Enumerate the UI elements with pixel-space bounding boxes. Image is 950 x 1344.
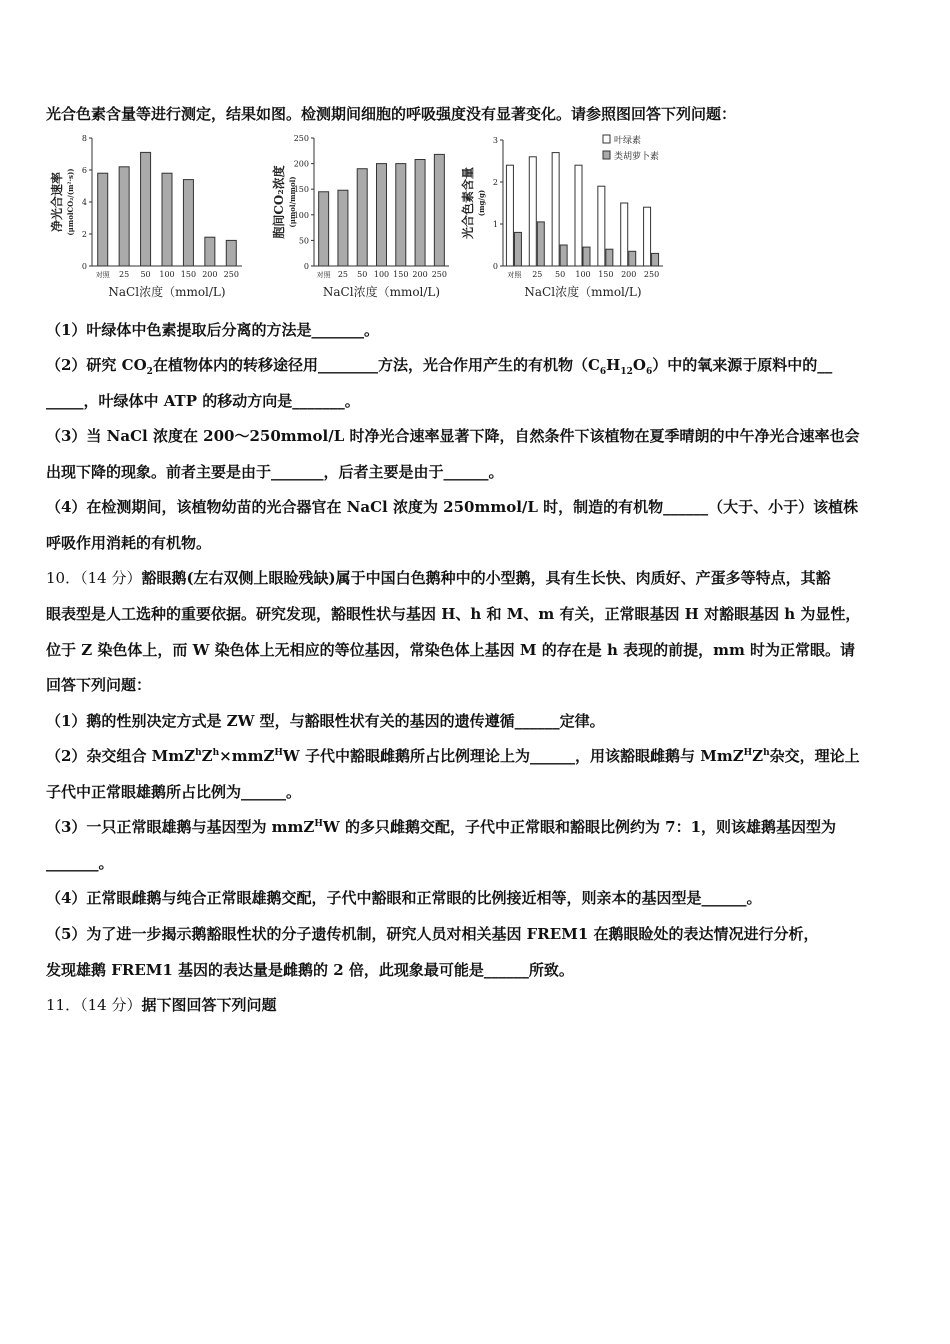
bar xyxy=(183,180,193,266)
x-axis-label: NaCl浓度（mmol/L) xyxy=(322,285,441,299)
bar xyxy=(560,245,567,266)
bar xyxy=(575,165,582,266)
chart-intercellular-co2 xyxy=(271,134,449,299)
q9-part4-line2: 呼吸作用消耗的有机物。 xyxy=(46,534,212,552)
y-tick-label: 1 xyxy=(492,220,498,229)
q10-part5-line2: 发现雄鹅 FREM1 基因的表达量是雌鹅的 2 倍，此现象最可能是______所致。 xyxy=(46,961,574,979)
bar xyxy=(141,152,151,266)
x-tick-label: 200 xyxy=(412,270,428,279)
x-tick-label: 100 xyxy=(373,270,390,279)
x-tick-label: 对照 xyxy=(95,271,110,279)
x-tick-label: 50 xyxy=(555,270,566,279)
q10-part3-line2: _______。 xyxy=(46,854,114,872)
y-tick-label: 3 xyxy=(492,136,498,145)
bar xyxy=(226,240,236,266)
q10-part5-line1: （5）为了进一步揭示鹅豁眼性状的分子遗传机制，研究人员对相关基因 FREM1 在鹅眼睑处的表达情况进行分析， xyxy=(46,925,819,943)
bar xyxy=(652,253,659,266)
bar xyxy=(621,203,628,266)
bar xyxy=(629,251,636,266)
y-tick-label: 100 xyxy=(293,210,309,220)
x-axis-label: NaCl浓度（mmol/L) xyxy=(108,285,226,299)
y-axis-label: 净光合速率 xyxy=(50,171,64,233)
bar xyxy=(162,173,172,266)
x-tick-label: 200 xyxy=(202,270,218,279)
y-axis-unit: (mg/g) xyxy=(477,189,486,217)
x-tick-label: 150 xyxy=(598,270,614,279)
y-tick-label: 0 xyxy=(492,262,498,271)
q9-part1: （1）叶绿体中色素提取后分离的方法是_______。 xyxy=(46,321,379,339)
y-tick-label: 4 xyxy=(81,198,87,207)
x-tick-label: 50 xyxy=(140,270,151,279)
x-tick-label: 对照 xyxy=(316,271,331,279)
q10-part4: （4）正常眼雌鹅与纯合正常眼雄鹅交配，子代中豁眼和正常眼的比例接近相等，则亲本的基因型是______。 xyxy=(46,889,762,907)
q10-stem-line4: 回答下列问题： xyxy=(46,676,152,694)
bar-charts xyxy=(46,128,676,303)
q9-part3-line1: （3）当 NaCl 浓度在 200～250mmol/L 时净光合速率显著下降，自然条件下该植物在夏季晴朗的中午净光合速率也会 xyxy=(46,427,860,445)
legend-label: 类胡萝卜素 xyxy=(614,152,660,162)
q10-part2-line1: （2）杂交组合 $MmZ^hZ^h\times mmZ^HW$ 子代中豁眼雌鹅所占比例理论上为______，用该豁眼雌鹅与 $MmZ^HZ^h$杂交，理论上 xyxy=(46,747,860,765)
bar xyxy=(415,160,425,266)
q9-part2-line2: _____，叶绿体中 ATP 的移动方向是_______。 xyxy=(46,392,360,410)
y-tick-label: 0 xyxy=(81,262,87,271)
y-axis-label: 光合色素含量 xyxy=(461,166,475,240)
x-tick-label: 25 xyxy=(532,270,543,279)
q10-part2-line2: 子代中正常眼雄鹅所占比例为______。 xyxy=(46,783,302,801)
q10-number: 10．（14 分） xyxy=(46,569,142,587)
q11-number: 11．（14 分） xyxy=(46,996,142,1014)
bar xyxy=(583,247,590,266)
bar xyxy=(119,167,129,266)
q10-stem-line2: 眼表型是人工选种的重要依据。研究发现，豁眼性状与基因 H、h 和 M、m 有关，正常眼基因 H 对豁眼基因 h 为显性， xyxy=(46,605,861,623)
x-tick-label: 100 xyxy=(159,270,175,279)
x-tick-label: 250 xyxy=(431,270,447,279)
x-tick-label: 200 xyxy=(621,270,637,279)
y-tick-label: 0 xyxy=(303,262,309,271)
legend-swatch xyxy=(603,135,610,143)
y-tick-label: 2 xyxy=(492,178,498,187)
y-tick-label: 150 xyxy=(293,185,309,195)
bar xyxy=(205,237,215,266)
q9-part2-line1: （2）研究 $CO_2$在植物体内的转移途径用________方法，光合作用产生的有机物$(C_6H_{12}O_6)$中的氧来源于原料中的__ xyxy=(46,356,833,377)
q9-part3-line2: 出现下降的现象。前者主要是由于_______，后者主要是由于______。 xyxy=(46,463,504,481)
x-tick-label: 150 xyxy=(180,270,197,279)
y-tick-label: 6 xyxy=(81,166,87,175)
bar xyxy=(529,157,536,266)
q10-stem-line3: 位于 Z 染色体上，而 W 染色体上无相应的等位基因，常染色体上基因 M 的存在是 h 表现的前提，mm 时为正常眼。请 xyxy=(46,641,856,659)
bar xyxy=(552,153,559,266)
y-tick-label: 8 xyxy=(81,134,87,143)
y-tick-label: 200 xyxy=(293,159,309,169)
x-tick-label: 150 xyxy=(393,270,409,279)
bar xyxy=(377,164,387,266)
intro-line: 光合色素含量等进行测定，结果如图。检测期间细胞的呼吸强度没有显著变化。请参照图回答下列问题： xyxy=(46,105,737,123)
legend-label: 叶绿素 xyxy=(614,136,642,146)
bar xyxy=(434,154,444,266)
chart-pigment-content xyxy=(460,134,663,299)
bar xyxy=(338,190,348,266)
q10-part1: （1）鹅的性别决定方式是 ZW 型，与豁眼性状有关的基因的遗传遵循______定律。 xyxy=(46,712,605,730)
bar xyxy=(396,164,406,266)
bar xyxy=(357,169,367,266)
x-tick-label: 25 xyxy=(337,270,349,279)
bar xyxy=(506,165,513,266)
chart-net-photosynthesis xyxy=(49,134,242,299)
x-tick-label: 50 xyxy=(357,270,368,279)
x-tick-label: 25 xyxy=(119,270,130,279)
y-tick-label: 2 xyxy=(81,230,87,239)
y-axis-label: 胞间CO₂浓度 xyxy=(272,165,286,239)
bar xyxy=(644,207,651,266)
y-tick-label: 50 xyxy=(298,236,309,246)
q11-stem: 11．（14 分）据下图回答下列问题 xyxy=(46,996,277,1014)
bar xyxy=(514,232,521,266)
q10-part3-line1: （3）一只正常眼雄鹅与基因型为 mmZ$^H$W 的多只雌鹅交配，子代中正常眼和豁眼比例约为 7：1，则该雄鹅基因型为 xyxy=(46,818,837,836)
q10-stem-line1: 10．（14 分）豁眼鹅(左右双侧上眼睑残缺)属于中国白色鹅种中的小型鹅，具有生长快、肉质好、产蛋多等特点，其豁 xyxy=(46,569,831,587)
x-tick-label: 250 xyxy=(223,270,239,279)
bar xyxy=(606,249,613,266)
x-axis-label: NaCl浓度（mmol/L) xyxy=(524,285,642,299)
bar xyxy=(598,186,605,266)
y-axis-unit: (μmol/mmol) xyxy=(288,176,297,228)
y-axis-unit: (μmolCO₂/(m²·s)) xyxy=(66,168,75,236)
x-tick-label: 100 xyxy=(575,270,591,279)
y-tick-label: 250 xyxy=(293,134,309,143)
x-tick-label: 250 xyxy=(643,270,660,279)
x-tick-label: 对照 xyxy=(507,271,522,279)
bar xyxy=(319,192,329,266)
q9-part4-line1: （4）在检测期间，该植物幼苗的光合器官在 NaCl 浓度为 250mmol/L 时，制造的有机物______（大于、小于）该植株 xyxy=(46,498,859,516)
bar xyxy=(537,222,544,266)
legend-swatch xyxy=(603,151,610,159)
bar xyxy=(98,173,108,266)
